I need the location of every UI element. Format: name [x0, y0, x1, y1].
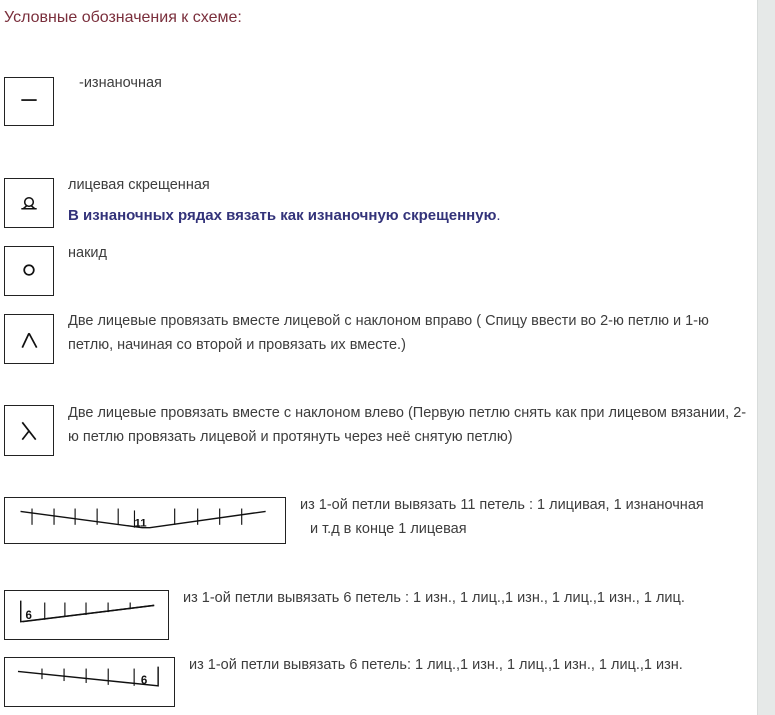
crossed-knit-icon — [4, 178, 54, 228]
legend-text-increase-11-line2: и т.д в конце 1 лицевая — [310, 521, 467, 537]
legend-text-increase-6-right: из 1-ой петли вывязать 6 петель: 1 лиц.,1 изн., 1 лиц.,1 изн., 1 лиц.,1 изн. — [189, 657, 683, 673]
note-text — [68, 207, 501, 224]
legend-text-k2tog-right: Две лицевые провязать вместе лицевой с наклоном вправо ( Спицу ввести во 2-ю петлю и 1-ю петлю, начиная со второй и провязать их вместе.) — [68, 313, 709, 353]
increase-6-left-number: 6 — [25, 609, 32, 622]
k2tog-right-icon — [4, 314, 54, 364]
increase-6-right-icon — [4, 657, 175, 707]
note-bold: В изнаночных рядах вязать как изнаночную скрещенную — [68, 207, 497, 224]
increase-6-right-number: 6 — [140, 674, 148, 687]
increase-11-icon — [4, 497, 286, 544]
legend-text-increase-11-line1: из 1-ой петли вывязать 11 петель : 1 лицивая, 1 изнаночная — [300, 497, 704, 513]
note-tail: . — [496, 207, 501, 224]
page-title: Условные обозначения к схеме: — [4, 9, 242, 26]
legend-text-crossed-knit: лицевая скрещенная — [68, 177, 210, 193]
increase-11-number: 11 — [134, 517, 147, 530]
legend-text-yarn-over: накид — [68, 245, 107, 261]
page-side-gutter — [757, 0, 775, 715]
legend-text-purl: -изнаночная — [79, 75, 162, 91]
legend-text-increase-6-left: из 1-ой петли вывязать 6 петель : 1 изн., 1 лиц.,1 изн., 1 лиц.,1 изн., 1 лиц. — [183, 590, 685, 606]
increase-6-left-icon — [4, 590, 169, 640]
legend-text-k2tog-left: Две лицевые провязать вместе с наклоном влево (Первую петлю снять как при лицевом вязании, 2-ю петлю провязать лицевой и протянуть через неё снятую петлю) — [68, 405, 747, 445]
dash-icon — [4, 77, 54, 126]
yarn-over-icon — [4, 246, 54, 296]
k2tog-left-icon — [4, 405, 54, 456]
